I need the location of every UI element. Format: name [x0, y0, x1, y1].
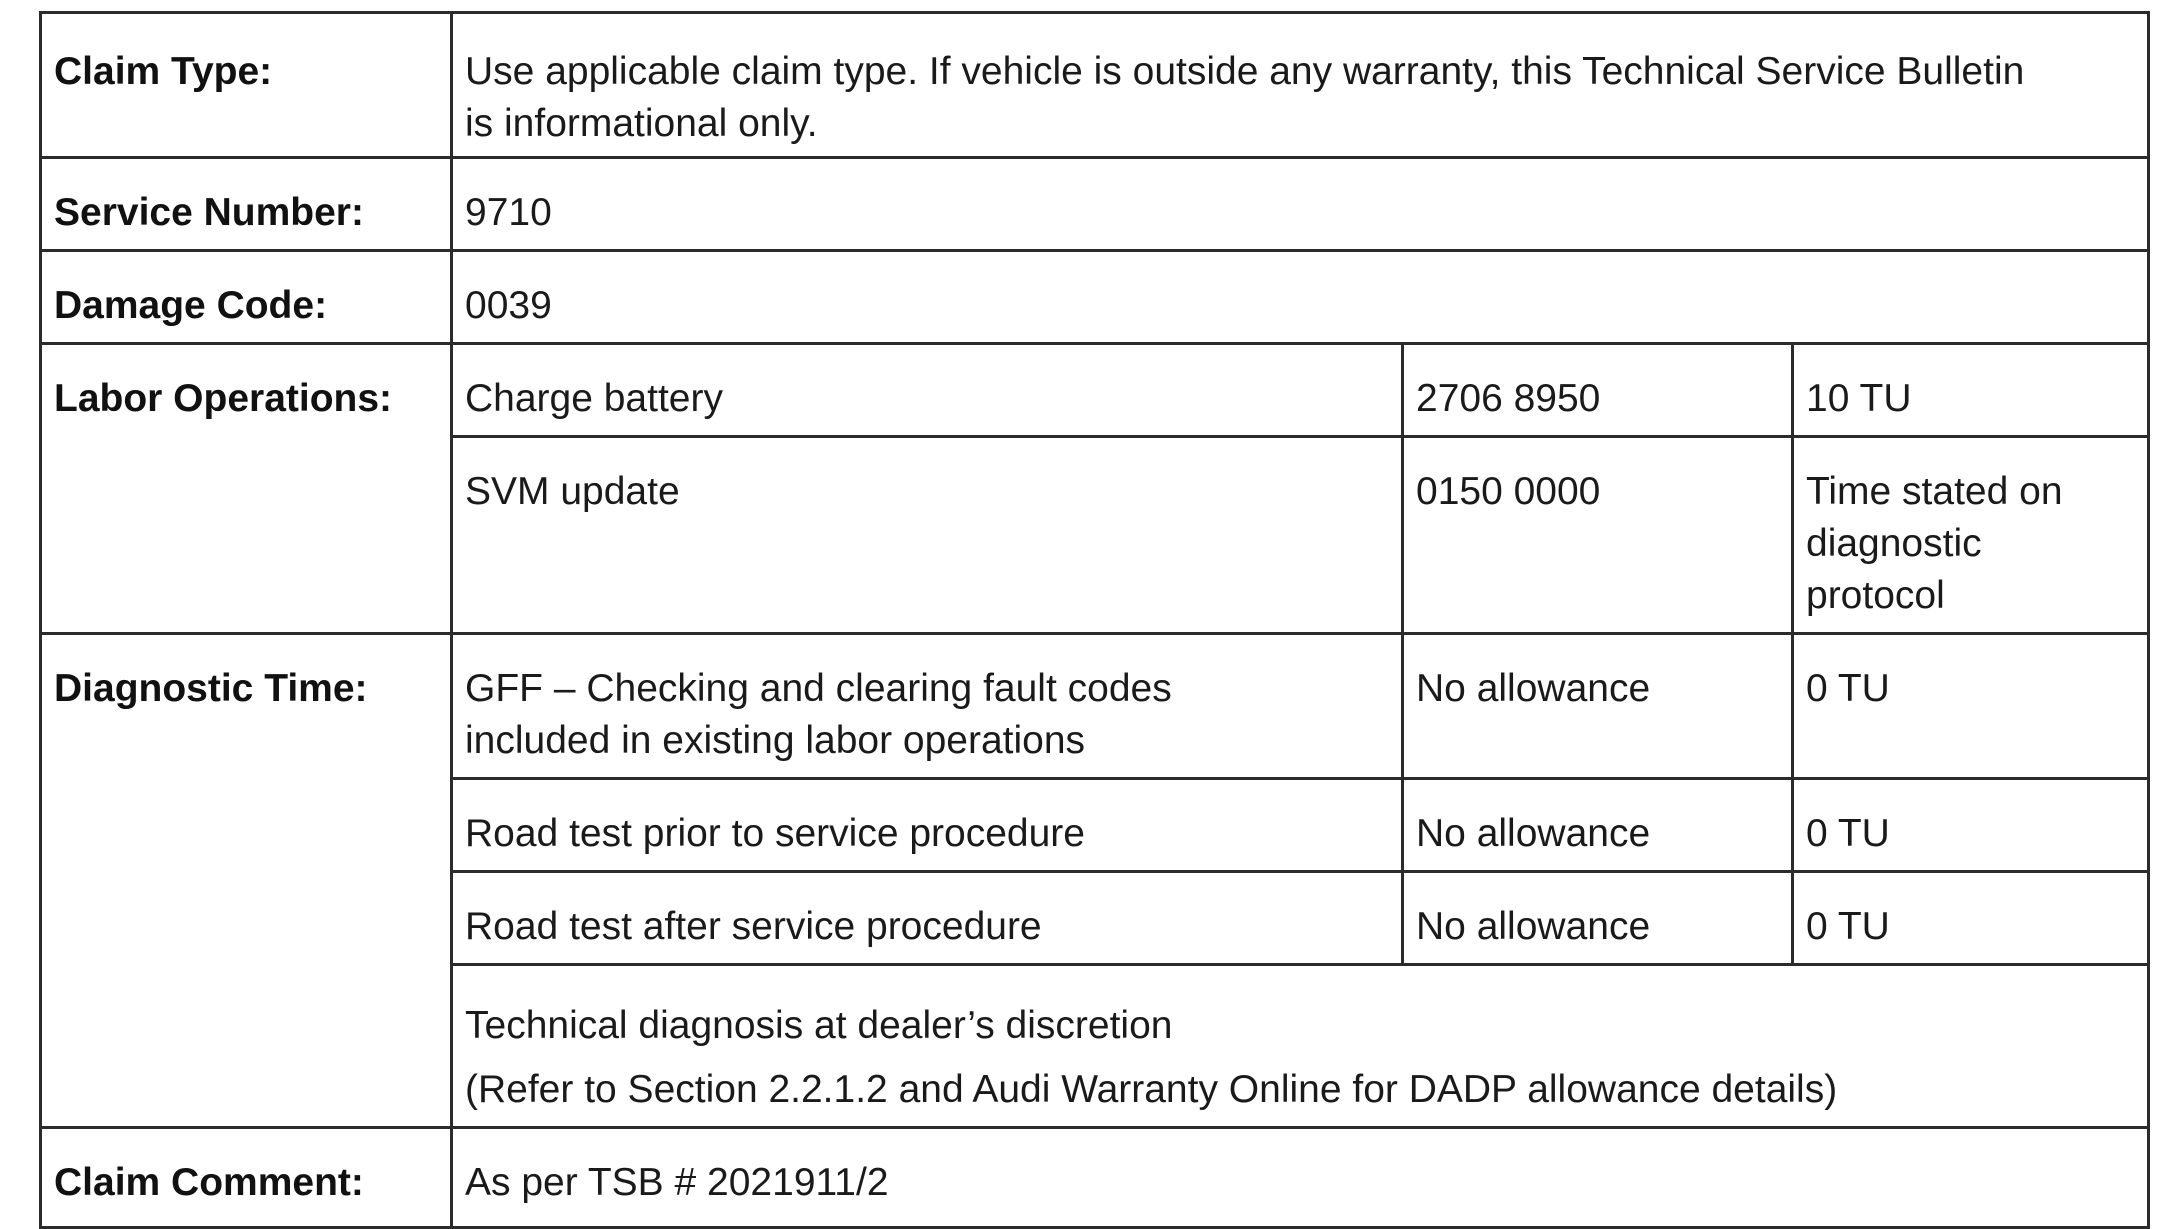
- claim-comment-value: As per TSB # 2021911/2: [452, 1128, 2149, 1228]
- labor-op-time: Time stated on diagnostic protocol: [1793, 437, 2149, 634]
- warranty-claim-table: [39, 11, 2150, 1229]
- diagnostic-allowance: No allowance: [1403, 634, 1793, 779]
- labor-op-time: 10 TU: [1793, 344, 2149, 437]
- damage-code-label: Damage Code:: [41, 251, 452, 344]
- damage-code-value: 0039: [452, 251, 2149, 344]
- diagnostic-time-value: 0 TU: [1793, 872, 2149, 965]
- service-number-value: 9710: [452, 158, 2149, 251]
- diagnostic-description: Road test after service procedure: [452, 872, 1403, 965]
- diagnostic-note-line2: (Refer to Section 2.2.1.2 and Audi Warranty Online for DADP allowance details): [465, 1068, 1838, 1111]
- diagnostic-description: GFF – Checking and clearing fault codes included in existing labor operations: [452, 634, 1403, 779]
- diagnostic-allowance: No allowance: [1403, 779, 1793, 872]
- diagnostic-time-value: 0 TU: [1793, 634, 2149, 779]
- diagnostic-description: Road test prior to service procedure: [452, 779, 1403, 872]
- service-number-label: Service Number:: [41, 158, 452, 251]
- diagnostic-time-row: [41, 634, 2149, 779]
- diagnostic-note: [452, 965, 2149, 1128]
- labor-op-code: 0150 0000: [1403, 437, 1793, 634]
- claim-type-label: Claim Type:: [41, 13, 452, 158]
- diagnostic-allowance: No allowance: [1403, 872, 1793, 965]
- diagnostic-time-value: 0 TU: [1793, 779, 2149, 872]
- labor-op-code: 2706 8950: [1403, 344, 1793, 437]
- claim-comment-label: Claim Comment:: [41, 1128, 452, 1228]
- damage-code-row: [41, 251, 2149, 344]
- labor-op-description: SVM update: [452, 437, 1403, 634]
- diagnostic-time-label: Diagnostic Time:: [41, 634, 452, 1128]
- claim-type-row: [41, 13, 2149, 158]
- labor-operations-label: Labor Operations:: [41, 344, 452, 634]
- diagnostic-note-line1: Technical diagnosis at dealer’s discretion: [465, 1004, 1173, 1047]
- labor-op-row: [41, 344, 2149, 437]
- labor-op-description: Charge battery: [452, 344, 1403, 437]
- service-number-row: [41, 158, 2149, 251]
- claim-type-value: Use applicable claim type. If vehicle is outside any warranty, this Technical Service Bulletin is informational only.: [452, 13, 2149, 158]
